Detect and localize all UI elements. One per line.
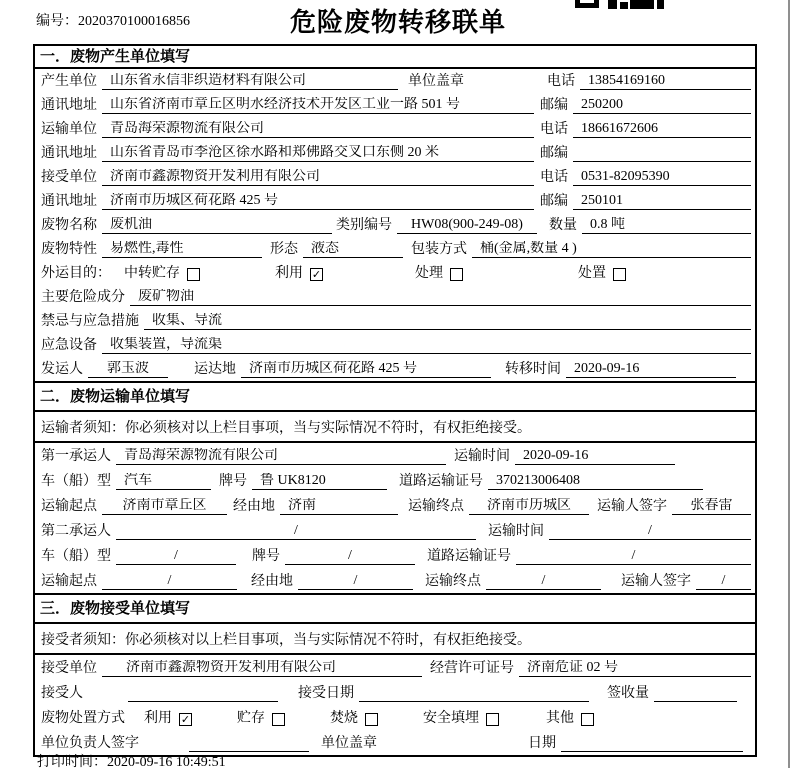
print-time (37, 751, 226, 768)
checkbox-icon (187, 268, 200, 281)
route-end-2-value: / (486, 573, 601, 590)
shipper-value: 郭玉波 (88, 361, 168, 378)
road-license-2-value: / (516, 548, 751, 565)
transfer-form (33, 44, 757, 757)
waste-character-label: 废物特性 (41, 242, 97, 257)
row-receiver (35, 165, 755, 189)
transport-time-2-label: 运输时间 (488, 524, 544, 539)
checkbox-checked-icon: ✓ (311, 267, 322, 281)
purpose-option-transfer-storage: 中转贮存 (124, 266, 200, 282)
section-receiver (35, 593, 755, 755)
purpose-option-utilize: 利用 ✓ (275, 266, 322, 281)
route-start-value: 济南市章丘区 (102, 498, 227, 515)
section-producer (35, 46, 755, 381)
transport-time-label: 运输时间 (454, 449, 510, 464)
receiver-phone-label: 电话 (540, 170, 568, 185)
receiving-unit-value: 济南市鑫源物资开发利用有限公司 (102, 660, 422, 677)
row-transporter (35, 117, 755, 141)
acceptor-value (128, 686, 278, 702)
row-disposal-method (35, 705, 755, 730)
disposal-option-landfill: 安全填埋 (423, 711, 499, 727)
purpose-option-dispose: 处置 (578, 266, 626, 282)
road-license-value: 370213006408 (488, 473, 703, 490)
transfer-purpose-label: 外运目的： (41, 266, 111, 281)
transporter-label: 运输单位 (41, 122, 97, 137)
hazard-component-label: 主要危险成分 (41, 290, 125, 305)
plate-2-label: 牌号 (252, 549, 280, 564)
responsible-sign-label: 单位负责人签字 (41, 736, 139, 751)
producer-value: 山东省永信非织造材料有限公司 (102, 73, 398, 90)
receiver-zip-value: 250101 (573, 193, 751, 210)
section-producer-header: 一．废物产生单位填写 (35, 46, 755, 69)
row-vehicle-2 (35, 543, 755, 568)
unit-seal-label: 单位盖章 (408, 74, 464, 89)
row-emergency-equipment (35, 333, 755, 357)
vehicle-type-label: 车（船）型 (41, 474, 111, 489)
qr-code-fragment-icon (575, 0, 665, 9)
producer-address-label: 通讯地址 (41, 98, 97, 113)
transporter-zip-value (573, 146, 751, 162)
row-waste-character (35, 237, 755, 261)
date-label: 日期 (528, 736, 556, 751)
producer-zip-value: 250200 (573, 97, 751, 114)
route-end-value: 济南市历城区 (469, 498, 589, 515)
disposal-option-utilize: 利用 ✓ (144, 711, 191, 726)
row-second-carrier (35, 518, 755, 543)
destination-value: 济南市历城区荷花路 425 号 (241, 361, 491, 378)
waste-name-label: 废物名称 (41, 218, 97, 233)
waste-code-value: HW08(900-249-08) (397, 217, 537, 234)
row-producer-address (35, 93, 755, 117)
first-carrier-label: 第一承运人 (41, 449, 111, 464)
section-transporter-header: 二．废物运输单位填写 (35, 381, 755, 412)
row-receiver-address (35, 189, 755, 213)
route-via-label: 经由地 (233, 499, 275, 514)
carrier-sign-value: 张春雷 (672, 498, 751, 515)
waste-form-label: 形态 (270, 242, 298, 257)
second-carrier-value: / (116, 523, 476, 540)
receiver-address-label: 通讯地址 (41, 194, 97, 209)
route-start-2-label: 运输起点 (41, 574, 97, 589)
producer-phone-label: 电话 (547, 74, 575, 89)
row-transfer-purpose (35, 261, 755, 285)
acceptor-label: 接受人 (41, 686, 83, 701)
row-taboo-measures (35, 309, 755, 333)
carrier-sign-label: 运输人签字 (597, 499, 667, 514)
producer-label: 产生单位 (41, 74, 97, 89)
carrier-sign-2-label: 运输人签字 (621, 574, 691, 589)
first-carrier-value: 青岛海荣源物流有限公司 (116, 448, 446, 465)
transfer-time-label: 转移时间 (505, 362, 561, 377)
receiver-notice: 接受者须知：你必须核对以上栏目事项，当与实际情况不符时，有权拒绝接受。 (35, 624, 755, 655)
hazard-component-value: 废矿物油 (130, 289, 751, 306)
receiver-zip-label: 邮编 (540, 194, 568, 209)
row-first-carrier (35, 443, 755, 468)
row-transporter-address (35, 141, 755, 165)
accept-date-label: 接受日期 (298, 686, 354, 701)
waste-name-value: 废机油 (102, 217, 332, 234)
route-via-value: 济南 (280, 498, 398, 515)
route-start-2-value: / (102, 573, 237, 590)
business-license-value: 济南危证 02 号 (519, 660, 751, 677)
signed-qty-value (654, 686, 737, 702)
disposal-option-storage: 贮存 (237, 711, 285, 727)
row-shipper (35, 357, 755, 381)
checkbox-icon (581, 713, 594, 726)
document-number-value: 2020370100016856 (78, 14, 190, 29)
transport-time-2-value: / (549, 523, 751, 540)
route-via-2-label: 经由地 (251, 574, 293, 589)
transport-time-value: 2020-09-16 (515, 448, 675, 465)
row-producer (35, 69, 755, 93)
section-receiver-header: 三．废物接受单位填写 (35, 593, 755, 624)
waste-code-label: 类别编号 (336, 218, 392, 233)
checkbox-icon (450, 268, 463, 281)
accept-date-value (359, 686, 589, 702)
carrier-sign-2-value: / (696, 573, 751, 590)
receiver-label: 接受单位 (41, 170, 97, 185)
checkbox-icon (272, 713, 285, 726)
route-end-label: 运输终点 (408, 499, 464, 514)
row-acceptor (35, 680, 755, 705)
route-start-label: 运输起点 (41, 499, 97, 514)
row-route-1 (35, 493, 755, 518)
transporter-phone-label: 电话 (540, 122, 568, 137)
taboo-measures-label: 禁忌与应急措施 (41, 314, 139, 329)
plate-2-value: / (285, 548, 415, 565)
business-license-label: 经营许可证号 (430, 661, 514, 676)
page-title: 危险废物转移联单 (289, 8, 506, 37)
transporter-phone-value: 18661672606 (573, 121, 751, 138)
row-receiving-unit (35, 655, 755, 680)
second-carrier-label: 第二承运人 (41, 524, 111, 539)
section-transporter (35, 381, 755, 593)
checkbox-icon (613, 268, 626, 281)
plate-value: 鲁 UK8120 (252, 473, 387, 490)
destination-label: 运达地 (194, 362, 236, 377)
disposal-method-label: 废物处置方式 (41, 711, 125, 726)
qr-position-marker (575, 0, 599, 8)
disposal-option-other: 其他 (546, 711, 594, 727)
unit-seal-2-label: 单位盖章 (321, 736, 377, 751)
packaging-value: 桶(金属,数量 4 ) (472, 241, 751, 258)
vehicle-type-2-value: / (116, 548, 236, 565)
purpose-option-treat: 处理 (415, 266, 463, 282)
receiver-value: 济南市鑫源物资开发利用有限公司 (102, 169, 534, 186)
receiver-address-value: 济南市历城区荷花路 425 号 (102, 193, 534, 210)
vehicle-type-2-label: 车（船）型 (41, 549, 111, 564)
document-number-label: 编号： (36, 14, 78, 29)
plate-label: 牌号 (219, 474, 247, 489)
waste-form-value: 液态 (303, 241, 403, 258)
emergency-equipment-value: 收集装置，导流渠 (102, 337, 751, 354)
responsible-sign-value (189, 736, 309, 752)
signed-qty-label: 签收量 (607, 686, 649, 701)
row-vehicle-1 (35, 468, 755, 493)
waste-character-value: 易燃性,毒性 (102, 241, 262, 258)
emergency-equipment-label: 应急设备 (41, 338, 97, 353)
row-hazard-component (35, 285, 755, 309)
producer-zip-label: 邮编 (540, 98, 568, 113)
receiver-phone-value: 0531-82095390 (573, 169, 751, 186)
road-license-2-label: 道路运输证号 (427, 549, 511, 564)
receiving-unit-label: 接受单位 (41, 661, 97, 676)
row-route-2 (35, 568, 755, 593)
transporter-value: 青岛海荣源物流有限公司 (102, 121, 534, 138)
route-via-2-value: / (298, 573, 413, 590)
packaging-label: 包装方式 (411, 242, 467, 257)
route-end-2-label: 运输终点 (425, 574, 481, 589)
transporter-address-value: 山东省青岛市李沧区徐水路和郑佛路交叉口东侧 20 米 (102, 145, 534, 162)
checkbox-icon (486, 713, 499, 726)
shipper-label: 发运人 (41, 362, 83, 377)
taboo-measures-value: 收集、导流 (144, 313, 751, 330)
waste-qty-value: 0.8 吨 (582, 217, 751, 234)
vehicle-type-value: 汽车 (116, 473, 211, 490)
producer-address-value: 山东省济南市章丘区明水经济技术开发区工业一路 501 号 (102, 97, 534, 114)
checkbox-checked-icon: ✓ (180, 712, 191, 726)
transfer-time-value: 2020-09-16 (566, 361, 736, 378)
page-edge-line (788, 0, 790, 768)
disposal-option-incinerate: 焚烧 (330, 711, 378, 727)
transporter-notice: 运输者须知：你必须核对以上栏目事项，当与实际情况不符时，有权拒绝接受。 (35, 412, 755, 443)
producer-phone-value: 13854169160 (580, 73, 751, 90)
date-value (561, 736, 743, 752)
transporter-address-label: 通讯地址 (41, 146, 97, 161)
print-time-label: 打印时间： (37, 755, 107, 768)
print-time-value: 2020-09-16 10:49:51 (107, 755, 226, 768)
transporter-zip-label: 邮编 (540, 146, 568, 161)
row-waste-name (35, 213, 755, 237)
checkbox-icon (365, 713, 378, 726)
road-license-label: 道路运输证号 (399, 474, 483, 489)
waste-qty-label: 数量 (549, 218, 577, 233)
